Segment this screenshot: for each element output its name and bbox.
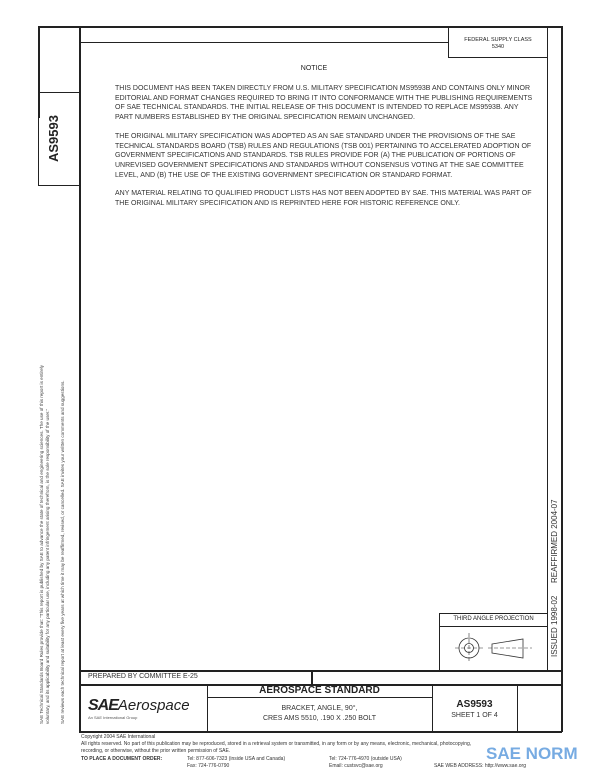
- standard-type: AEROSPACE STANDARD: [259, 685, 380, 696]
- contact-col-2: [329, 756, 402, 770]
- footer: [81, 734, 471, 755]
- frame-right: [561, 26, 563, 732]
- rights-text: recording, or otherwise, without the prior written permission of SAE.: [81, 748, 231, 754]
- side-disclaimer-2: SAE reviews each technical report at least every five years at which time it may be reaffirmed, revised, or cancelled. SAE invites your written comments and suggestions.: [60, 380, 65, 724]
- issued-date: ISSUED 1998-02: [550, 595, 559, 657]
- left-divider: [38, 185, 80, 186]
- title-block-top: [79, 670, 562, 672]
- phone-inside-usa: Tel: 877-606-7323 (inside USA and Canada): [187, 756, 286, 762]
- contact-col-1: [187, 756, 285, 770]
- notice-paragraph: THIS DOCUMENT HAS BEEN TAKEN DIRECTLY FROM U.S. MILITARY SPECIFICATION MS9593B AND CONTAINS ONLY MINOR EDITORIAL AND FORMAT CHANGES REQUIRED TO BRING IT INTO CONFORMANCE WITH THE PUBLISHING REQUIREMENTS OF SAE TECHNICAL STANDARDS. THE INITIAL RELEASE OF THIS DOCUMENT IS INTENDED TO REPLACE MS9593B. ANY PART NUMBERS ESTABLISHED BY THE ORIGINAL SPECIFICATION REMAIN UNCHANGED.: [115, 85, 533, 122]
- inner-right-line: [547, 26, 548, 670]
- prepared-by: PREPARED BY COMMITTEE E-25: [88, 673, 198, 680]
- title-block-divider: [517, 684, 518, 732]
- logo-subtitle: An SAE International Group: [88, 715, 138, 720]
- projection-box-divider: [439, 626, 548, 627]
- fsc-box-bottom: [448, 57, 548, 58]
- web-address[interactable]: SAE WEB ADDRESS: http://www.sae.org: [434, 763, 526, 769]
- reaffirmed-date: REAFFIRMED 2004-07: [550, 499, 559, 583]
- frame-top: [38, 26, 562, 28]
- federal-supply-class: [448, 37, 548, 51]
- copyright: Copyright 2004 SAE International: [81, 734, 156, 740]
- logo-aerospace: Aerospace: [117, 697, 190, 714]
- title-line: CRES AMS 5510, .190 X .250 BOLT: [262, 715, 377, 722]
- notice-title: NOTICE: [300, 65, 328, 72]
- projection-box-top: [439, 613, 548, 614]
- projection-label: THIRD ANGLE PROJECTION: [453, 616, 534, 622]
- email: Email: custsvc@sae.org: [329, 763, 383, 769]
- title-block-divider: [311, 670, 313, 684]
- fsc-value: 5340: [491, 44, 505, 50]
- block-doc-number: AS9593: [456, 699, 493, 710]
- phone-outside-usa: Tel: 724-776-4970 (outside USA): [329, 756, 402, 762]
- left-column-line: [79, 26, 81, 732]
- notice-paragraph: THE ORIGINAL MILITARY SPECIFICATION WAS ADOPTED AS AN SAE STANDARD UNDER THE PROVISIONS OF THE SAE TECHNICAL STANDARDS BOARD (TSB) RULES AND REGULATIONS (TSB 001) PERTAINING TO ACCELERATED ADOPTION OF GOVERNMENT SPECIFICATIONS AND STANDARDS. TSB RULES PROVIDE FOR (A) THE PUBLICATION OF PORTIONS OF UNREVISED GOVERNMENT SPECIFICATIONS AND STANDARDS WITHOUT CONSENSUS VOTING AT THE SAE COMMITTEE LEVEL, AND (B) THE USE OF THE EXISTING GOVERNMENT SPECIFICATION OR STANDARD FORMAT.: [115, 132, 532, 179]
- rights-text: All rights reserved. No part of this publication may be reproduced, stored in a retrieval system or transmitted, in any form or by any means, electronic, mechanical, photocopying,: [81, 741, 472, 747]
- disclaimer-line: voluntary, and its applicability and suitability for any particular use, including any patent infringement arising therefrom, is the sole responsibility of the user.": [45, 408, 50, 724]
- order-label: TO PLACE A DOCUMENT ORDER:: [81, 756, 163, 762]
- disclaimer-line: SAE Technical Standards Board Rules provide that: "This report is published by SAE to advance the state of technical and engineering sciences. The use of this report is entirely: [39, 365, 44, 724]
- left-box-line: [38, 92, 39, 185]
- side-doc-number: AS9593: [46, 115, 61, 162]
- third-angle-projection-icon: [452, 630, 536, 666]
- title-block-bottom: [79, 731, 562, 733]
- side-disclaimer-1: [39, 365, 51, 724]
- document-title: [207, 704, 432, 724]
- notice-body: [115, 84, 535, 209]
- logo-sae: SAE: [88, 697, 118, 714]
- title-block-divider: [207, 697, 432, 698]
- left-divider: [38, 92, 80, 93]
- header-line: [80, 42, 448, 43]
- fsc-label: FEDERAL SUPPLY CLASS: [464, 37, 532, 43]
- notice-paragraph: ANY MATERIAL RELATING TO QUALIFIED PRODUCT LISTS HAS NOT BEEN ADOPTED BY SAE. THIS MATERIAL WAS PART OF THE ORIGINAL MILITARY SPECIFICATION AND IS REPRINTED HERE FOR HISTORIC REFERENCE ONLY.: [115, 190, 532, 208]
- sheet-number: SHEET 1 OF 4: [451, 712, 498, 719]
- title-line: BRACKET, ANGLE, 90°,: [281, 705, 358, 712]
- fax: Fax: 724-776-0790: [187, 763, 230, 769]
- sae-norm-watermark: SAE NORM: [486, 744, 578, 763]
- sae-aerospace-logo: [88, 697, 190, 720]
